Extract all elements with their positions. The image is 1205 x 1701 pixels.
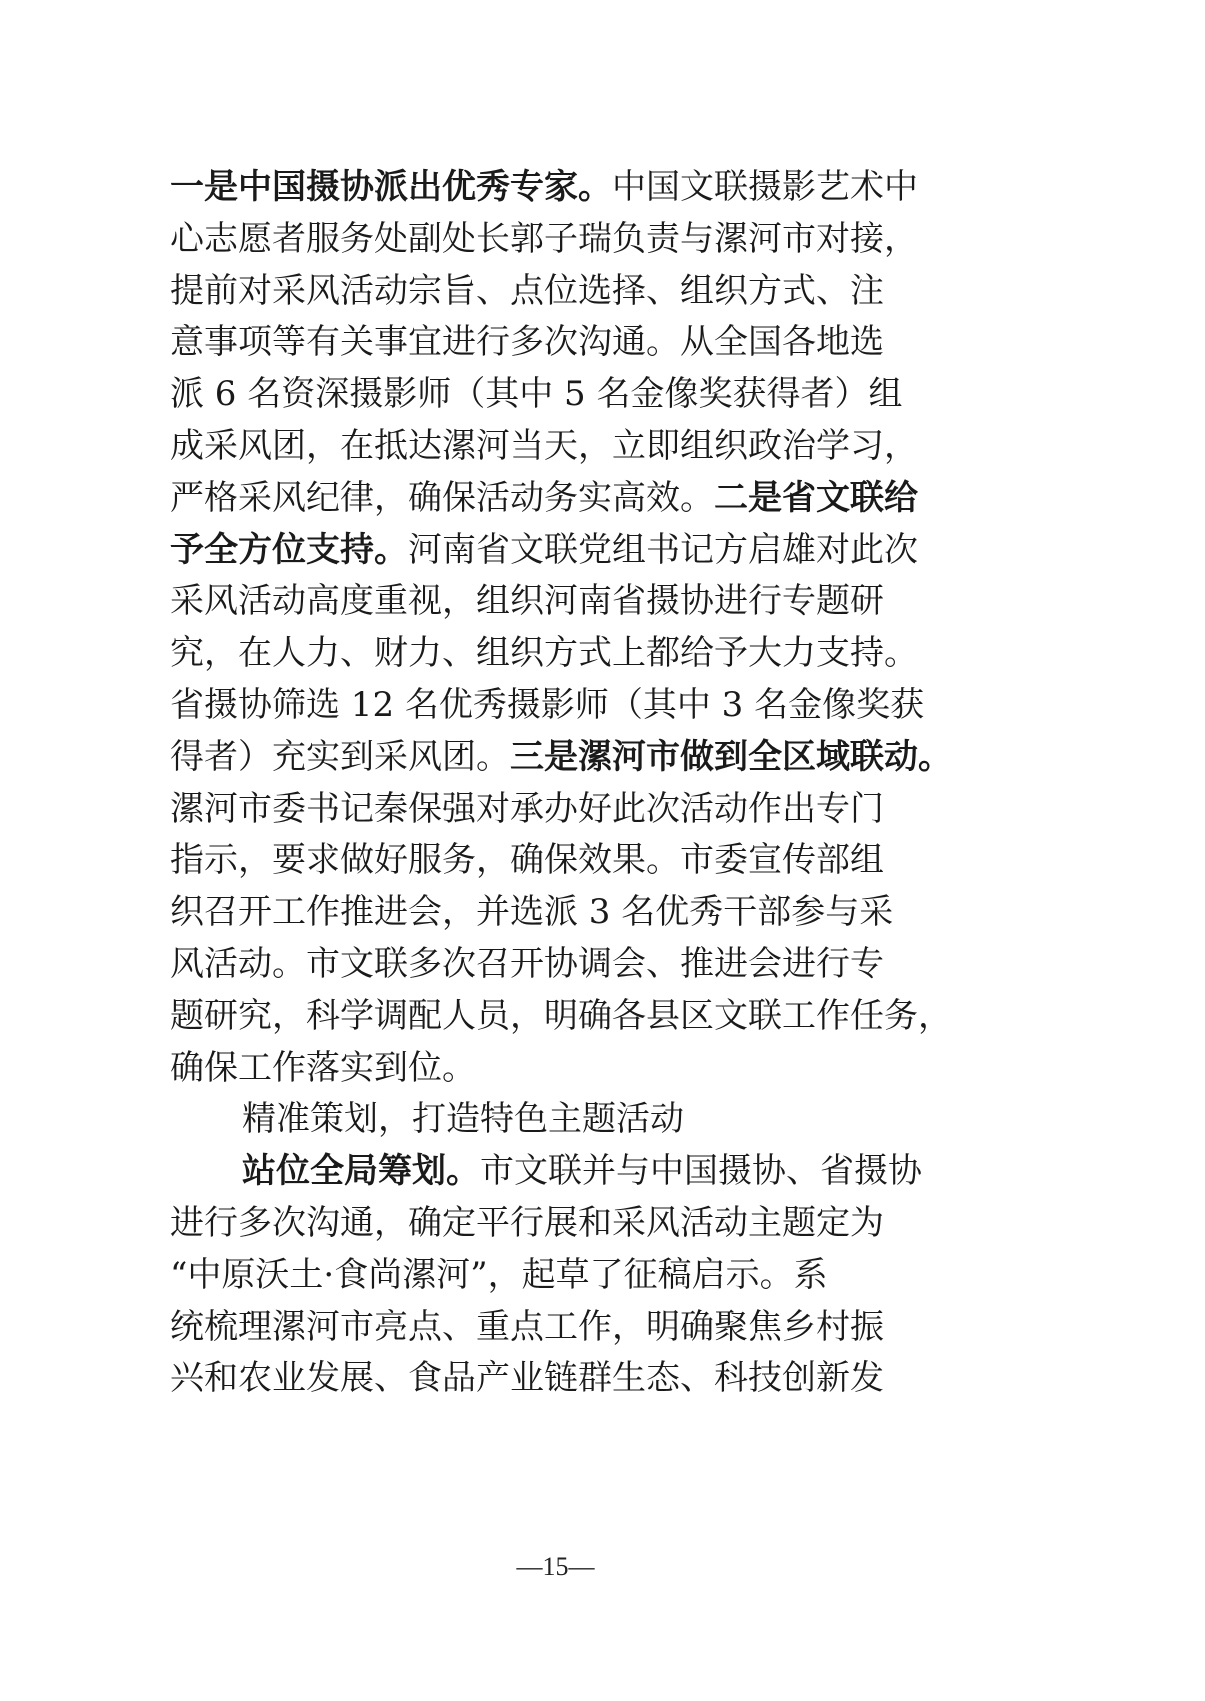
text-segment: 中国文联摄影艺术中 — [612, 167, 918, 207]
text-line — [170, 421, 950, 473]
text-segment: 市文联并与中国摄协、省摄协 — [480, 1151, 922, 1192]
text-segment: 河南省文联党组书记方启雄对此次 — [408, 529, 918, 570]
text-segment: 严格采风纪律，确保活动务实高效。 — [170, 477, 714, 518]
text-segment: 指示，要求做好服务，确保效果。市委宣传部组 — [170, 840, 884, 881]
text-segment: 织召开工作推进会，并选派 3 名优秀干部参与采 — [170, 892, 894, 933]
bold-lead-phrase: 站位全局筹划。 — [242, 1151, 480, 1192]
text-line — [170, 991, 950, 1043]
text-segment: “中原沃土·食尚漯河”，起草了征稿启示。系 — [170, 1254, 828, 1295]
text-segment: 派 6 名资深摄影师（其中 5 名金像奖获得者）组 — [170, 374, 903, 415]
text-line — [170, 628, 950, 680]
text-line — [170, 266, 950, 318]
text-segment: 成采风团，在抵达漯河当天，立即组织政治学习， — [170, 425, 918, 466]
bold-lead-phrase: 予全方位支持。 — [170, 529, 408, 570]
text-line — [170, 214, 950, 266]
text-segment: 采风活动高度重视，组织河南省摄协进行专题研 — [170, 581, 884, 622]
text-line — [170, 1250, 950, 1302]
text-line — [170, 1198, 950, 1250]
text-segment: 风活动。市文联多次召开协调会、推进会进行专 — [170, 943, 884, 984]
body-text — [170, 162, 950, 1405]
page-number: —15— — [516, 1552, 595, 1581]
text-line — [170, 939, 950, 991]
text-line — [170, 162, 950, 214]
text-line — [170, 369, 950, 421]
text-line — [170, 732, 950, 784]
text-segment: 漯河市委书记秦保强对承办好此次活动作出专门 — [170, 788, 884, 829]
text-segment: 题研究，科学调配人员，明确各县区文联工作任务， — [170, 995, 952, 1036]
text-segment: 究，在人力、财力、组织方式上都给予大力支持。 — [170, 633, 918, 674]
text-segment: 兴和农业发展、食品产业链群生态、科技创新发 — [170, 1358, 884, 1399]
text-segment: 心志愿者服务处副处长郭子瑞负责与漯河市对接， — [170, 218, 918, 259]
text-line — [170, 1302, 950, 1354]
text-segment: 提前对采风活动宗旨、点位选择、组织方式、注 — [170, 270, 884, 311]
text-line — [170, 525, 950, 577]
bold-lead-phrase: 三是漯河市做到全区域联动。 — [510, 736, 952, 777]
text-line — [170, 784, 950, 836]
text-line — [170, 317, 950, 369]
text-segment: 意事项等有关事宜进行多次沟通。从全国各地选 — [170, 322, 884, 363]
text-line — [170, 680, 950, 732]
text-segment: 统梳理漯河市亮点、重点工作，明确聚焦乡村振 — [170, 1306, 884, 1347]
text-segment: 得者）充实到采风团。 — [170, 736, 510, 777]
section-heading: 精准策划，打造特色主题活动 — [242, 1099, 684, 1140]
text-line — [170, 1353, 950, 1405]
text-line — [170, 835, 950, 887]
text-segment: 省摄协筛选 12 名优秀摄影师（其中 3 名金像奖获 — [170, 684, 925, 725]
text-line — [170, 576, 950, 628]
bold-lead-phrase: 二是省文联给 — [714, 477, 918, 518]
text-line — [170, 1043, 950, 1095]
bold-lead-phrase: 一是中国摄协派出优秀专家。 — [170, 167, 612, 207]
text-line — [170, 473, 950, 525]
text-segment: 确保工作落实到位。 — [170, 1047, 476, 1088]
text-line — [170, 887, 950, 939]
text-line — [170, 1146, 950, 1198]
text-segment: 进行多次沟通，确定平行展和采风活动主题定为 — [170, 1202, 884, 1243]
